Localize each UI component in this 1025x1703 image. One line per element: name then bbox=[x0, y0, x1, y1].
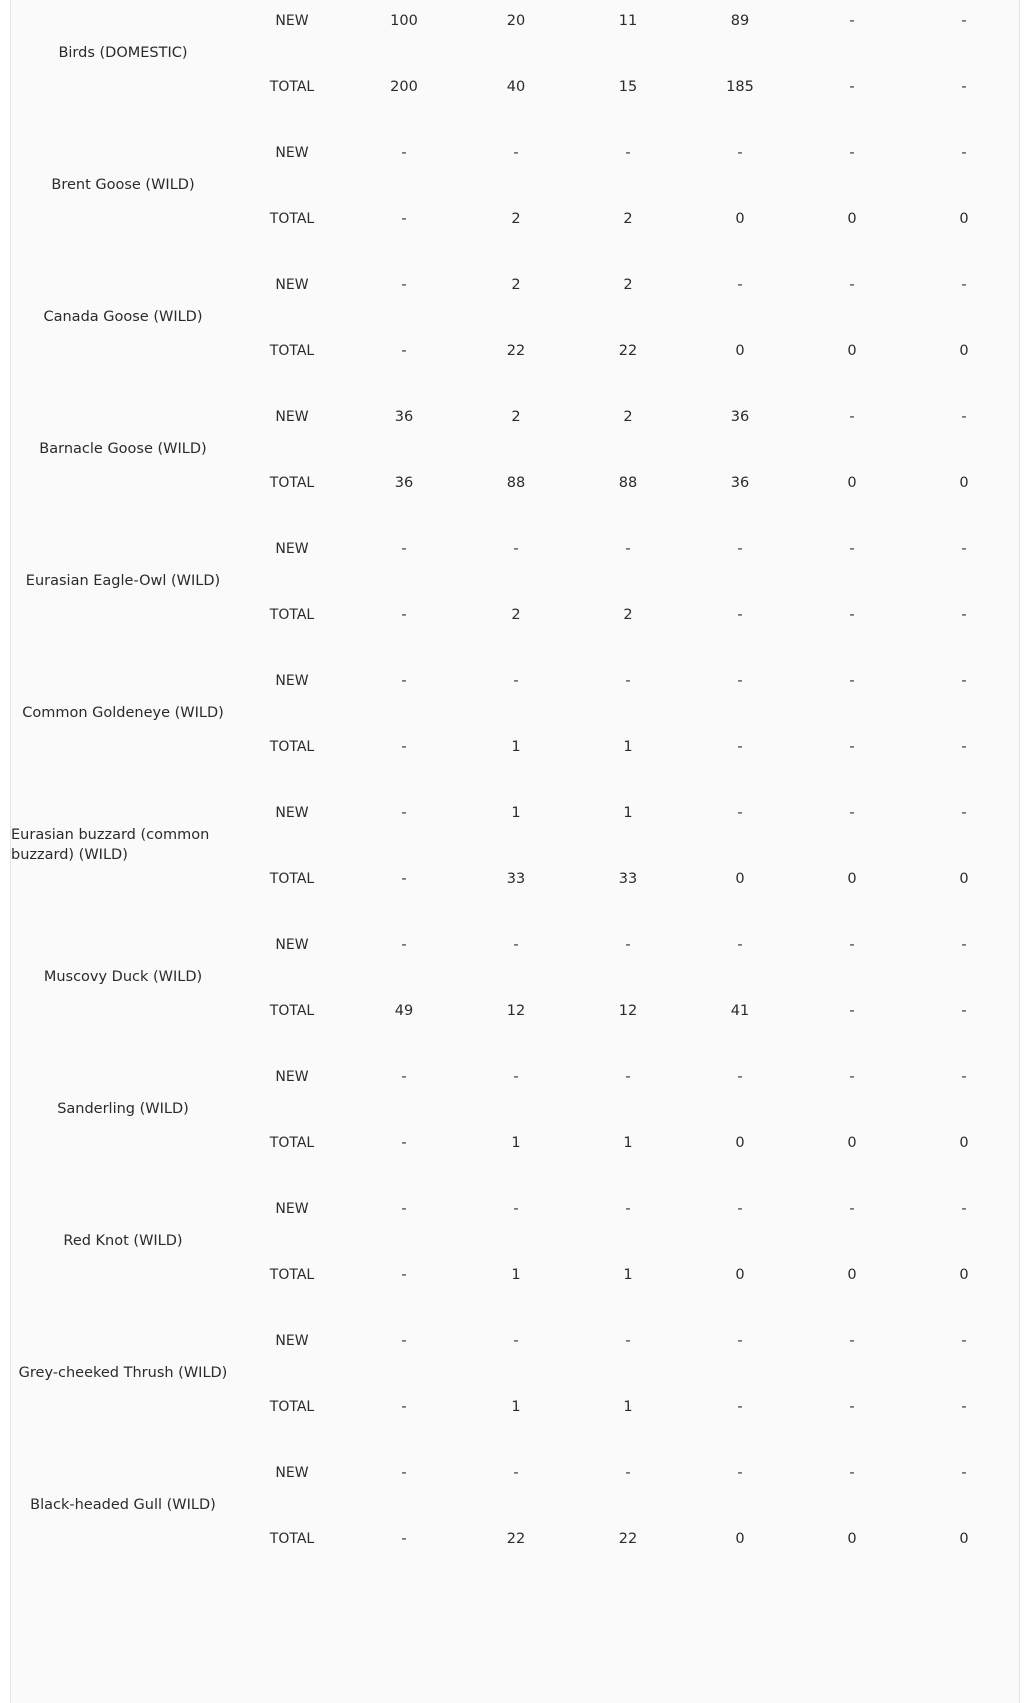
new-value-col-4: - bbox=[737, 937, 743, 953]
total-value-col-6: 0 bbox=[959, 871, 969, 887]
total-value-col-2: 1 bbox=[511, 1135, 521, 1151]
total-value-col-5: 0 bbox=[847, 211, 857, 227]
new-value-col-5: - bbox=[849, 1465, 855, 1481]
new-value-col-1: - bbox=[401, 1333, 407, 1349]
total-row bbox=[11, 1265, 1019, 1285]
total-value-col-1: 49 bbox=[394, 1003, 414, 1019]
total-value-col-1: - bbox=[401, 343, 407, 359]
new-row-label: NEW bbox=[275, 277, 309, 293]
total-value-col-4: 0 bbox=[735, 871, 745, 887]
new-value-col-5: - bbox=[849, 673, 855, 689]
new-value-col-3: - bbox=[625, 1465, 631, 1481]
total-value-col-3: 1 bbox=[623, 1267, 633, 1283]
new-row-label: NEW bbox=[275, 673, 309, 689]
new-value-col-1: - bbox=[401, 1465, 407, 1481]
new-row bbox=[11, 143, 1019, 163]
total-value-col-1: - bbox=[401, 1135, 407, 1151]
new-row bbox=[11, 803, 1019, 823]
total-value-col-2: 1 bbox=[511, 1399, 521, 1415]
total-value-col-3: 22 bbox=[618, 343, 638, 359]
total-value-col-2: 88 bbox=[506, 475, 526, 491]
total-value-col-5: - bbox=[849, 79, 855, 95]
species-group-eurasian-eagle-owl-wild bbox=[11, 515, 1019, 647]
species-group-grey-cheeked-thrush-wild bbox=[11, 1307, 1019, 1439]
total-value-col-1: - bbox=[401, 871, 407, 887]
new-value-col-5: - bbox=[849, 937, 855, 953]
total-value-col-4: 41 bbox=[730, 1003, 750, 1019]
species-name: Muscovy Duck (WILD) bbox=[43, 969, 203, 985]
total-row-label: TOTAL bbox=[269, 1267, 315, 1283]
species-group-brent-goose-wild bbox=[11, 119, 1019, 251]
new-value-col-4: - bbox=[737, 1201, 743, 1217]
new-value-col-3: - bbox=[625, 145, 631, 161]
total-value-col-3: 1 bbox=[623, 1399, 633, 1415]
new-value-col-3: - bbox=[625, 673, 631, 689]
total-row bbox=[11, 1529, 1019, 1549]
new-row-label: NEW bbox=[275, 1069, 309, 1085]
total-row bbox=[11, 473, 1019, 493]
new-value-col-4: - bbox=[737, 1465, 743, 1481]
total-value-col-6: 0 bbox=[959, 1267, 969, 1283]
new-value-col-1: - bbox=[401, 1069, 407, 1085]
species-group-eurasian-buzzard-common-buzzard-wild bbox=[11, 779, 1019, 911]
new-value-col-4: 36 bbox=[730, 409, 750, 425]
total-value-col-2: 1 bbox=[511, 739, 521, 755]
species-name: Birds (DOMESTIC) bbox=[58, 45, 188, 61]
new-value-col-1: - bbox=[401, 1201, 407, 1217]
total-value-col-3: 15 bbox=[618, 79, 638, 95]
total-value-col-4: - bbox=[737, 1399, 743, 1415]
new-value-col-1: - bbox=[401, 277, 407, 293]
new-value-col-3: 2 bbox=[623, 409, 633, 425]
total-value-col-5: 0 bbox=[847, 1135, 857, 1151]
total-row-label: TOTAL bbox=[269, 343, 315, 359]
new-value-col-3: 2 bbox=[623, 277, 633, 293]
new-row bbox=[11, 275, 1019, 295]
total-value-col-5: - bbox=[849, 1003, 855, 1019]
total-value-col-3: 2 bbox=[623, 211, 633, 227]
total-row bbox=[11, 869, 1019, 889]
total-value-col-1: - bbox=[401, 1531, 407, 1547]
total-row bbox=[11, 209, 1019, 229]
total-value-col-5: 0 bbox=[847, 1267, 857, 1283]
total-value-col-6: 0 bbox=[959, 475, 969, 491]
total-value-col-6: - bbox=[961, 1003, 967, 1019]
total-row bbox=[11, 737, 1019, 757]
new-value-col-4: - bbox=[737, 673, 743, 689]
total-row bbox=[11, 605, 1019, 625]
species-name: Sanderling (WILD) bbox=[57, 1101, 189, 1117]
new-value-col-5: - bbox=[849, 805, 855, 821]
total-value-col-4: 0 bbox=[735, 1531, 745, 1547]
total-value-col-3: 88 bbox=[618, 475, 638, 491]
new-value-col-1: - bbox=[401, 541, 407, 557]
total-row bbox=[11, 1001, 1019, 1021]
total-value-col-2: 40 bbox=[506, 79, 526, 95]
new-row bbox=[11, 671, 1019, 691]
new-value-col-2: - bbox=[513, 145, 519, 161]
total-value-col-3: 1 bbox=[623, 739, 633, 755]
new-value-col-2: - bbox=[513, 1069, 519, 1085]
total-row-label: TOTAL bbox=[269, 607, 315, 623]
total-value-col-6: 0 bbox=[959, 211, 969, 227]
new-value-col-2: 2 bbox=[511, 277, 521, 293]
new-row-label: NEW bbox=[275, 13, 309, 29]
total-row bbox=[11, 1397, 1019, 1417]
total-row-label: TOTAL bbox=[269, 1531, 315, 1547]
new-value-col-4: - bbox=[737, 277, 743, 293]
new-value-col-6: - bbox=[961, 1069, 967, 1085]
new-value-col-6: - bbox=[961, 13, 967, 29]
total-row-label: TOTAL bbox=[269, 211, 315, 227]
new-row-label: NEW bbox=[275, 1333, 309, 1349]
total-value-col-1: - bbox=[401, 1399, 407, 1415]
total-value-col-5: - bbox=[849, 607, 855, 623]
total-value-col-5: 0 bbox=[847, 475, 857, 491]
new-row-label: NEW bbox=[275, 805, 309, 821]
total-row-label: TOTAL bbox=[269, 475, 315, 491]
total-row-label: TOTAL bbox=[269, 1003, 315, 1019]
total-value-col-2: 22 bbox=[506, 1531, 526, 1547]
species-name: Eurasian buzzard (common buzzard) (WILD) bbox=[11, 827, 210, 863]
new-value-col-5: - bbox=[849, 409, 855, 425]
species-name: Red Knot (WILD) bbox=[63, 1233, 183, 1249]
new-value-col-3: - bbox=[625, 937, 631, 953]
total-value-col-6: 0 bbox=[959, 1135, 969, 1151]
new-value-col-6: - bbox=[961, 277, 967, 293]
new-row bbox=[11, 1463, 1019, 1483]
species-group-birds-domestic bbox=[11, 0, 1019, 119]
total-value-col-4: 36 bbox=[730, 475, 750, 491]
species-name: Brent Goose (WILD) bbox=[51, 177, 195, 193]
total-value-col-2: 2 bbox=[511, 607, 521, 623]
new-value-col-2: 1 bbox=[511, 805, 521, 821]
total-row-label: TOTAL bbox=[269, 1399, 315, 1415]
total-value-col-1: - bbox=[401, 607, 407, 623]
species-group-black-headed-gull-wild bbox=[11, 1439, 1019, 1571]
new-value-col-1: 100 bbox=[390, 13, 418, 29]
total-value-col-6: - bbox=[961, 607, 967, 623]
new-value-col-4: - bbox=[737, 541, 743, 557]
total-value-col-6: 0 bbox=[959, 1531, 969, 1547]
new-value-col-2: - bbox=[513, 1333, 519, 1349]
new-row-label: NEW bbox=[275, 1201, 309, 1217]
new-value-col-6: - bbox=[961, 409, 967, 425]
total-value-col-4: 185 bbox=[726, 79, 754, 95]
new-value-col-2: 20 bbox=[506, 13, 526, 29]
total-row-label: TOTAL bbox=[269, 871, 315, 887]
total-value-col-5: 0 bbox=[847, 343, 857, 359]
total-row bbox=[11, 341, 1019, 361]
total-value-col-6: - bbox=[961, 1399, 967, 1415]
new-value-col-2: - bbox=[513, 1465, 519, 1481]
new-row bbox=[11, 1199, 1019, 1219]
total-value-col-5: - bbox=[849, 739, 855, 755]
new-value-col-1: - bbox=[401, 937, 407, 953]
new-value-col-3: - bbox=[625, 1201, 631, 1217]
total-value-col-4: 0 bbox=[735, 1267, 745, 1283]
new-row bbox=[11, 1067, 1019, 1087]
total-row bbox=[11, 1133, 1019, 1153]
total-value-col-6: - bbox=[961, 79, 967, 95]
new-value-col-5: - bbox=[849, 541, 855, 557]
species-name: Eurasian Eagle-Owl (WILD) bbox=[25, 573, 221, 589]
total-value-col-3: 33 bbox=[618, 871, 638, 887]
new-value-col-4: - bbox=[737, 1333, 743, 1349]
total-value-col-3: 2 bbox=[623, 607, 633, 623]
outbreak-table-panel bbox=[10, 0, 1020, 1703]
new-row bbox=[11, 1331, 1019, 1351]
new-row-label: NEW bbox=[275, 409, 309, 425]
new-value-col-2: - bbox=[513, 937, 519, 953]
total-row-label: TOTAL bbox=[269, 739, 315, 755]
new-value-col-2: - bbox=[513, 673, 519, 689]
total-value-col-2: 2 bbox=[511, 211, 521, 227]
new-value-col-1: - bbox=[401, 145, 407, 161]
total-value-col-4: - bbox=[737, 607, 743, 623]
new-row bbox=[11, 935, 1019, 955]
new-value-col-6: - bbox=[961, 1201, 967, 1217]
new-row-label: NEW bbox=[275, 937, 309, 953]
new-value-col-3: 1 bbox=[623, 805, 633, 821]
new-value-col-5: - bbox=[849, 277, 855, 293]
new-row-label: NEW bbox=[275, 541, 309, 557]
total-value-col-4: 0 bbox=[735, 211, 745, 227]
total-value-col-1: 36 bbox=[394, 475, 414, 491]
new-value-col-5: - bbox=[849, 1333, 855, 1349]
total-value-col-5: 0 bbox=[847, 871, 857, 887]
species-name: Grey-cheeked Thrush (WILD) bbox=[18, 1365, 228, 1381]
species-group-muscovy-duck-wild bbox=[11, 911, 1019, 1043]
new-value-col-5: - bbox=[849, 145, 855, 161]
new-value-col-3: 11 bbox=[618, 13, 638, 29]
new-value-col-1: - bbox=[401, 673, 407, 689]
new-value-col-4: - bbox=[737, 145, 743, 161]
new-row bbox=[11, 407, 1019, 427]
total-value-col-6: - bbox=[961, 739, 967, 755]
total-value-col-2: 33 bbox=[506, 871, 526, 887]
species-group-common-goldeneye-wild bbox=[11, 647, 1019, 779]
species-group-barnacle-goose-wild bbox=[11, 383, 1019, 515]
total-value-col-1: - bbox=[401, 739, 407, 755]
total-value-col-5: 0 bbox=[847, 1531, 857, 1547]
new-value-col-6: - bbox=[961, 541, 967, 557]
new-value-col-6: - bbox=[961, 937, 967, 953]
new-value-col-4: - bbox=[737, 805, 743, 821]
total-value-col-3: 22 bbox=[618, 1531, 638, 1547]
species-name: Common Goldeneye (WILD) bbox=[22, 705, 224, 721]
total-value-col-3: 1 bbox=[623, 1135, 633, 1151]
new-value-col-2: - bbox=[513, 541, 519, 557]
species-name: Barnacle Goose (WILD) bbox=[39, 441, 207, 457]
total-value-col-5: - bbox=[849, 1399, 855, 1415]
total-value-col-6: 0 bbox=[959, 343, 969, 359]
total-value-col-4: 0 bbox=[735, 343, 745, 359]
total-value-col-1: - bbox=[401, 1267, 407, 1283]
new-row-label: NEW bbox=[275, 1465, 309, 1481]
new-value-col-6: - bbox=[961, 1465, 967, 1481]
total-value-col-4: - bbox=[737, 739, 743, 755]
species-name: Canada Goose (WILD) bbox=[43, 309, 203, 325]
total-value-col-2: 22 bbox=[506, 343, 526, 359]
species-group-sanderling-wild bbox=[11, 1043, 1019, 1175]
total-value-col-1: 200 bbox=[390, 79, 418, 95]
new-value-col-3: - bbox=[625, 1333, 631, 1349]
total-value-col-1: - bbox=[401, 211, 407, 227]
new-value-col-6: - bbox=[961, 805, 967, 821]
total-row-label: TOTAL bbox=[269, 1135, 315, 1151]
new-value-col-4: - bbox=[737, 1069, 743, 1085]
new-value-col-5: - bbox=[849, 1069, 855, 1085]
new-value-col-3: - bbox=[625, 1069, 631, 1085]
new-value-col-2: - bbox=[513, 1201, 519, 1217]
total-value-col-3: 12 bbox=[618, 1003, 638, 1019]
species-group-red-knot-wild bbox=[11, 1175, 1019, 1307]
total-value-col-4: 0 bbox=[735, 1135, 745, 1151]
new-row bbox=[11, 539, 1019, 559]
total-value-col-2: 12 bbox=[506, 1003, 526, 1019]
new-row-label: NEW bbox=[275, 145, 309, 161]
species-group-canada-goose-wild bbox=[11, 251, 1019, 383]
new-value-col-5: - bbox=[849, 13, 855, 29]
total-row bbox=[11, 77, 1019, 97]
new-value-col-5: - bbox=[849, 1201, 855, 1217]
new-value-col-6: - bbox=[961, 145, 967, 161]
total-value-col-2: 1 bbox=[511, 1267, 521, 1283]
new-value-col-6: - bbox=[961, 673, 967, 689]
new-value-col-1: 36 bbox=[394, 409, 414, 425]
new-row bbox=[11, 11, 1019, 31]
total-row-label: TOTAL bbox=[269, 79, 315, 95]
new-value-col-3: - bbox=[625, 541, 631, 557]
new-value-col-2: 2 bbox=[511, 409, 521, 425]
new-value-col-1: - bbox=[401, 805, 407, 821]
outbreak-table bbox=[11, 0, 1019, 1571]
species-name: Black-headed Gull (WILD) bbox=[30, 1497, 216, 1513]
new-value-col-4: 89 bbox=[730, 13, 750, 29]
new-value-col-6: - bbox=[961, 1333, 967, 1349]
